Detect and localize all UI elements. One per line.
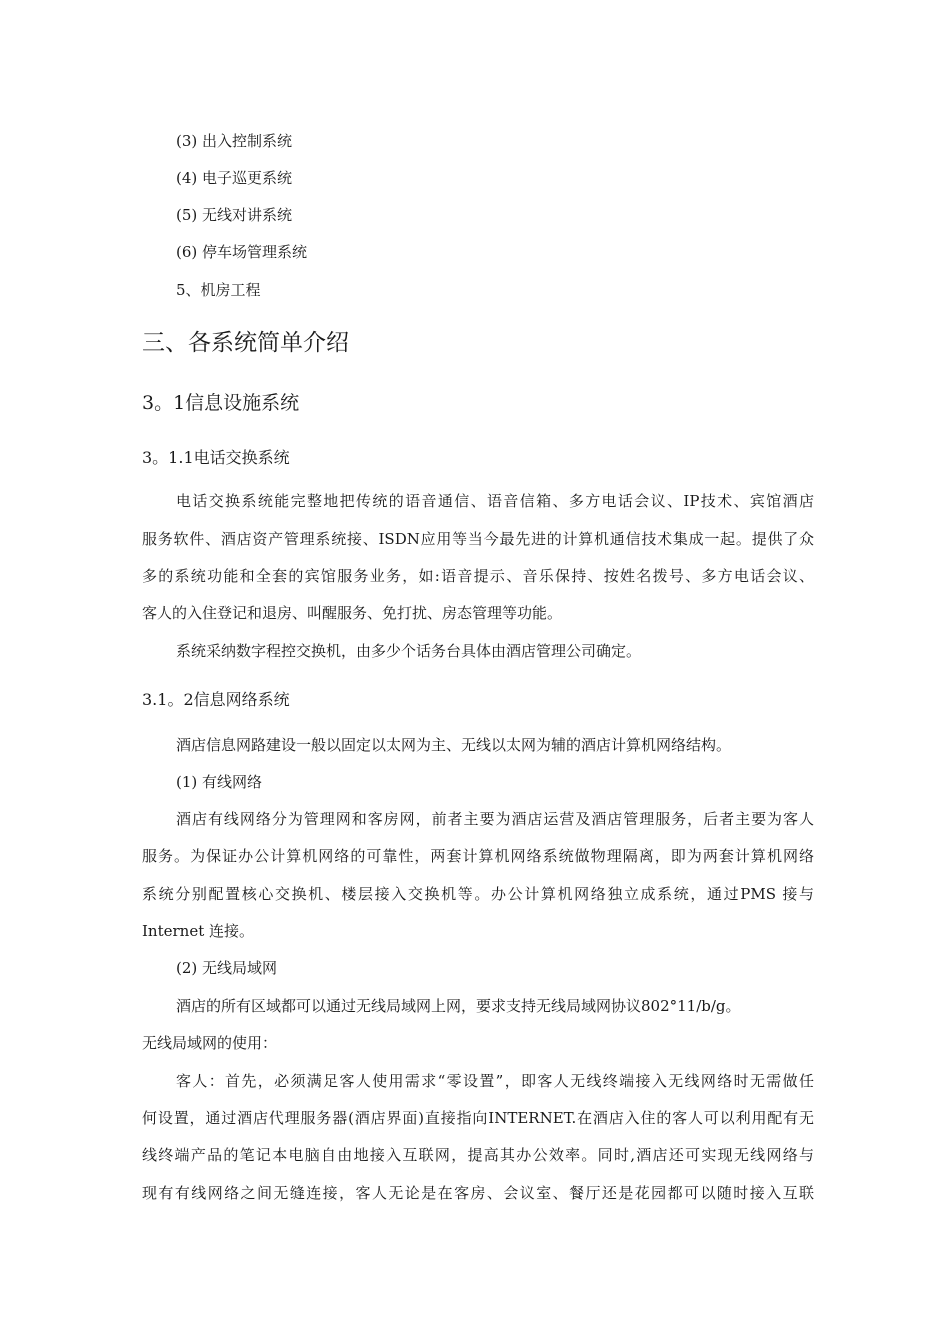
paragraph-line: 酒店有线网络分为管理网和客房网，前者主要为酒店运营及酒店管理服务，后者主要为客人 xyxy=(176,810,814,828)
section-heading: 三、各系统简单介绍 xyxy=(142,330,349,356)
subsection-heading: 3。1信息设施系统 xyxy=(142,392,300,414)
paragraph-line: 线终端产品的笔记本电脑自由地接入互联网，提高其办公效率。同时,酒店还可实现无线网络与 xyxy=(142,1146,814,1164)
paragraph-line: 何设置，通过酒店代理服务器(酒店界面)直接指向INTERNET.在酒店入住的客人可以利用配有无 xyxy=(142,1109,814,1127)
sub-heading-telephone: 3。1.1电话交换系统 xyxy=(142,448,290,467)
sub-heading-network: 3.1。2信息网络系统 xyxy=(142,690,290,709)
paragraph-line: 现有有线网络之间无缝连接，客人无论是在客房、会议室、餐厅还是花园都可以随时接入互联 xyxy=(142,1184,814,1202)
list-item-wireless: (2) 无线局域网 xyxy=(176,959,278,977)
list-item: 5、机房工程 xyxy=(176,281,261,299)
paragraph: 酒店的所有区域都可以通过无线局域网上网，要求支持无线局域网协议802°11/b/g。 xyxy=(176,997,741,1015)
paragraph-line: Internet 连接。 xyxy=(142,922,254,940)
list-item-wired: (1) 有线网络 xyxy=(176,773,263,791)
paragraph-line: 多的系统功能和全套的宾馆服务业务，如:语音提示、音乐保持、按姓名拨号、多方电话会议、 xyxy=(142,567,814,585)
paragraph: 无线局域网的使用： xyxy=(142,1034,278,1052)
paragraph-line: 客人：首先，必须满足客人使用需求“零设置”，即客人无线终端接入无线网络时无需做任 xyxy=(176,1072,814,1090)
paragraph-line: 客人的入住登记和退房、叫醒服务、免打扰、房态管理等功能。 xyxy=(142,604,563,622)
paragraph-line: 电话交换系统能完整地把传统的语音通信、语音信箱、多方电话会议、IP技术、宾馆酒店 xyxy=(176,492,814,510)
list-item: (4) 电子巡更系统 xyxy=(176,169,293,187)
paragraph-line: 系统分别配置核心交换机、楼层接入交换机等。办公计算机网络独立成系统，通过PMS 接与 xyxy=(142,885,814,903)
paragraph-line: 服务。为保证办公计算机网络的可靠性，两套计算机网络系统做物理隔离，即为两套计算机网络 xyxy=(142,847,814,865)
paragraph: 酒店信息网路建设一般以固定以太网为主、无线以太网为辅的酒店计算机网络结构。 xyxy=(176,736,732,754)
paragraph-line: 服务软件、酒店资产管理系统接、ISDN应用等当今最先进的计算机通信技术集成一起。提供了众 xyxy=(142,530,814,548)
list-item: (3) 出入控制系统 xyxy=(176,132,293,150)
list-item: (6) 停车场管理系统 xyxy=(176,243,308,261)
paragraph: 系统采纳数字程控交换机，由多少个话务台具体由酒店管理公司确定。 xyxy=(176,642,642,660)
list-item: (5) 无线对讲系统 xyxy=(176,206,293,224)
